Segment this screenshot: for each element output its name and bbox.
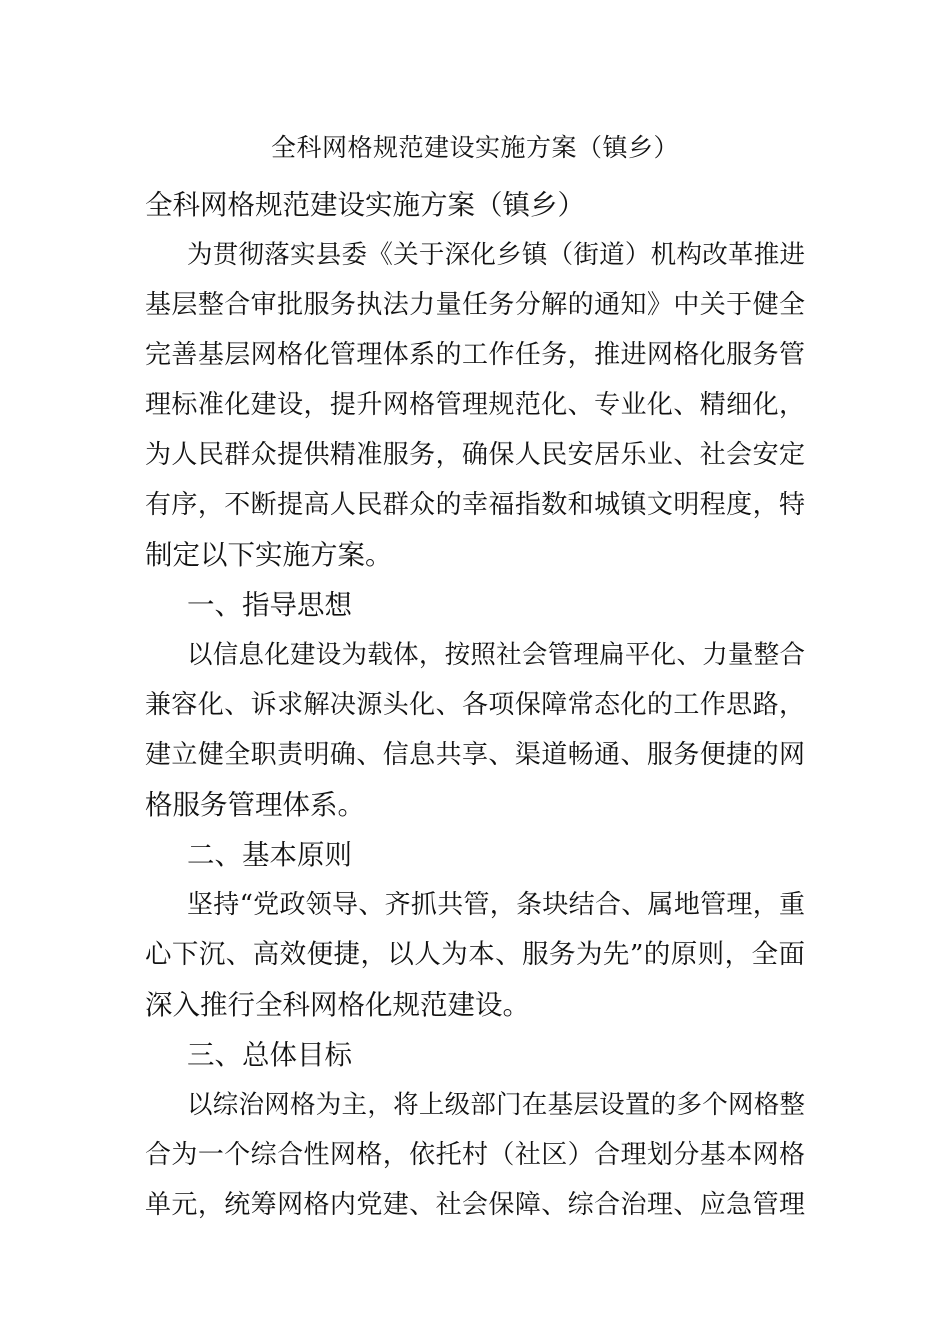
paragraph-line: 坚持“党政领导、齐抓共管，条块结合、属地管理，重	[187, 890, 805, 920]
document-body	[145, 180, 805, 1230]
document-title: 全科网格规范建设实施方案（镇乡）	[270, 133, 679, 162]
paragraph-line: 心下沉、高效便捷，以人为本、服务为先”的原则，全面	[145, 939, 805, 970]
section-heading-basic-principles: 二、基本原则	[187, 839, 352, 871]
paragraph-line: 基层整合审批服务执法力量任务分解的通知》中关于健全	[145, 290, 805, 320]
paragraph-line: 有序，不断提高人民群众的幸福指数和城镇文明程度，特	[145, 490, 805, 520]
paragraph-line: 建立健全职责明确、信息共享、渠道畅通、服务便捷的网	[145, 740, 805, 770]
paragraph-line: 理标准化建设，提升网格管理规范化、专业化、精细化，	[145, 390, 805, 420]
section-heading-overall-goal: 三、总体目标	[187, 1039, 352, 1071]
paragraph-line: 单元，统筹网格内党建、社会保障、综合治理、应急管理	[145, 1190, 805, 1220]
paragraph-line: 为贯彻落实县委《关于深化乡镇（街道）机构改革推进	[187, 240, 805, 270]
paragraph-line: 为人民群众提供精准服务，确保人民安居乐业、社会安定	[145, 440, 805, 470]
paragraph-line: 以综治网格为主，将上级部门在基层设置的多个网格整	[187, 1090, 805, 1120]
paragraph-line: 以信息化建设为载体，按照社会管理扁平化、力量整合	[187, 640, 805, 670]
section-heading-guiding-thought: 一、指导思想	[187, 589, 352, 621]
paragraph-line: 完善基层网格化管理体系的工作任务，推进网格化服务管	[145, 340, 805, 370]
subtitle-line: 全科网格规范建设实施方案（镇乡）	[145, 189, 585, 221]
paragraph-line: 格服务管理体系。	[145, 789, 365, 821]
paragraph-line: 深入推行全科网格化规范建设。	[145, 989, 530, 1021]
paragraph-line: 合为一个综合性网格，依托村（社区）合理划分基本网格	[145, 1140, 805, 1170]
paragraph-line: 制定以下实施方案。	[145, 539, 393, 571]
paragraph-line: 兼容化、诉求解决源头化、各项保障常态化的工作思路，	[145, 690, 805, 720]
